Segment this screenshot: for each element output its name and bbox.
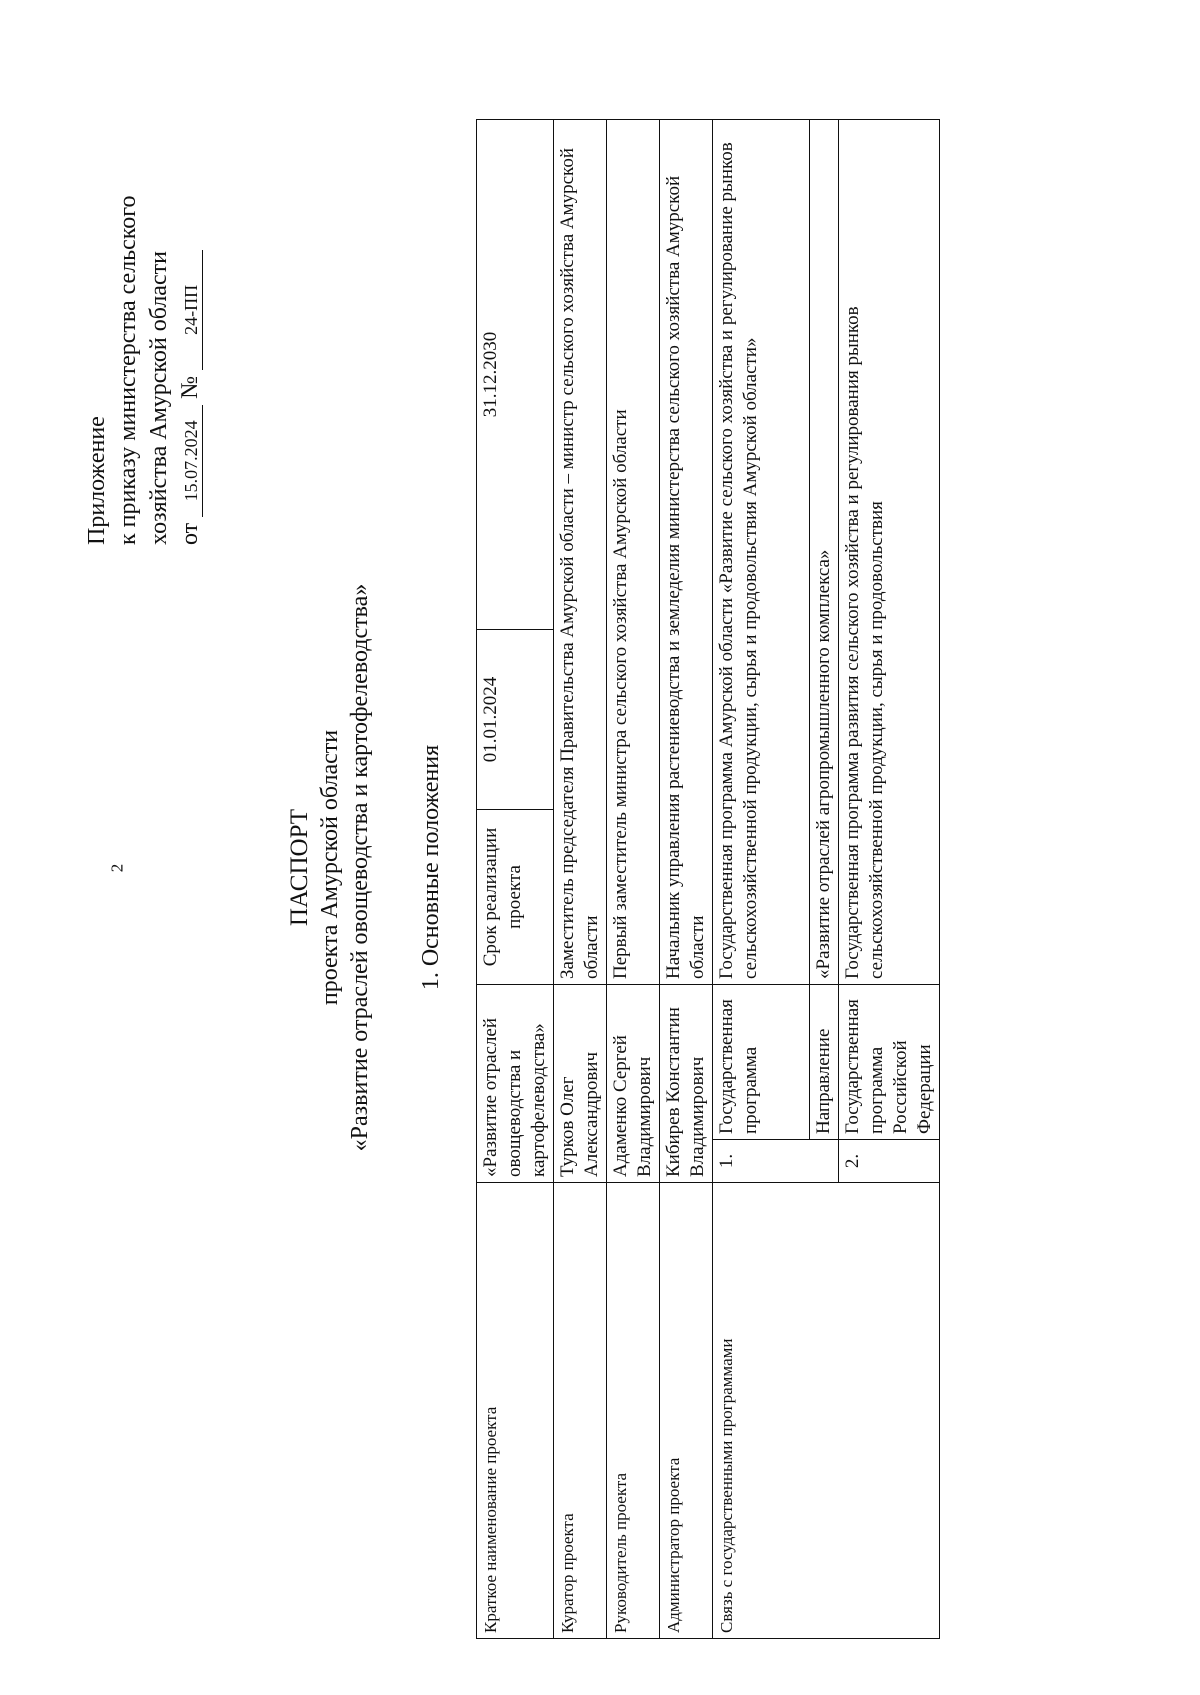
document-title: ПАСПОРТ — [286, 808, 313, 927]
program-2-number: 2. — [839, 1140, 940, 1183]
order-date: 15.07.2024 — [180, 405, 203, 517]
head-position: Первый заместитель министра сельского хозяйства Амурской области — [607, 120, 660, 985]
from-label: от — [177, 522, 203, 545]
term-end: 31.12.2030 — [477, 120, 554, 630]
program-2-label: Государственная программа Российской Федерации — [839, 985, 940, 1140]
rotated-page-content — [60, 70, 1100, 1665]
direction-label: Направление — [810, 985, 839, 1140]
curator-position: Заместитель председателя Правительства Амурской области – министр сельского хозяйства Амурской области — [554, 120, 607, 985]
table-row — [713, 120, 810, 1639]
table-row — [554, 120, 607, 1639]
head-name: Адаменко Сергей Владимирович — [607, 985, 660, 1183]
admin-label: Администратор проекта — [660, 1183, 713, 1639]
head-label: Руководитель проекта — [607, 1183, 660, 1639]
table-row — [660, 120, 713, 1639]
document-heading — [285, 70, 375, 1665]
program-1-value: Государственная программа Амурской области «Развитие сельского хозяйства и регулирование рынков сельскохозяйственной продукции, сырья и продовольствия Амурской области» — [713, 120, 810, 985]
appendix-line-1: к приказу министерства сельского — [115, 195, 141, 545]
section-title: 1. Основные положения — [418, 744, 444, 991]
programs-label: Связь с государственными программами — [713, 1183, 940, 1639]
direction-value: «Развитие отраслей агропромышленного комплекса» — [810, 120, 839, 985]
number-label: № — [177, 375, 203, 399]
program-1-label: Государственная программа — [713, 985, 810, 1140]
short-name-label: Краткое наименование проекта — [477, 1183, 554, 1639]
appendix-block — [82, 196, 206, 545]
admin-position: Начальник управления растениеводства и земледелия министерства сельского хозяйства Амурской области — [660, 120, 713, 985]
short-name-value: «Развитие отраслей овощеводства и картофелеводства» — [477, 985, 554, 1183]
document-subtitle: проекта Амурской области — [317, 729, 343, 1006]
order-number: 24-ПП — [180, 250, 203, 370]
appendix-title: Приложение — [84, 416, 110, 545]
project-name: «Развитие отраслей овощеводства и картофелеводства» — [347, 583, 373, 1152]
curator-name: Турков Олег Александрович — [554, 985, 607, 1183]
curator-label: Куратор проекта — [554, 1183, 607, 1639]
program-2-value: Государственная программа развития сельского хозяйства и регулирования рынков сельскохозяйственной продукции, сырья и продовольствия — [839, 120, 940, 985]
passport-table — [476, 119, 940, 1639]
term-start: 01.01.2024 — [477, 630, 554, 810]
admin-name: Кибирев Константин Владимирович — [660, 985, 713, 1183]
appendix-line-2: хозяйства Амурской области — [146, 251, 172, 545]
program-1-number: 1. — [713, 1140, 839, 1183]
table-row — [607, 120, 660, 1639]
term-label: Срок реализации проекта — [477, 810, 554, 985]
page-number: 2 — [107, 863, 127, 873]
table-row — [477, 120, 554, 1639]
appendix-order-line — [175, 196, 206, 545]
